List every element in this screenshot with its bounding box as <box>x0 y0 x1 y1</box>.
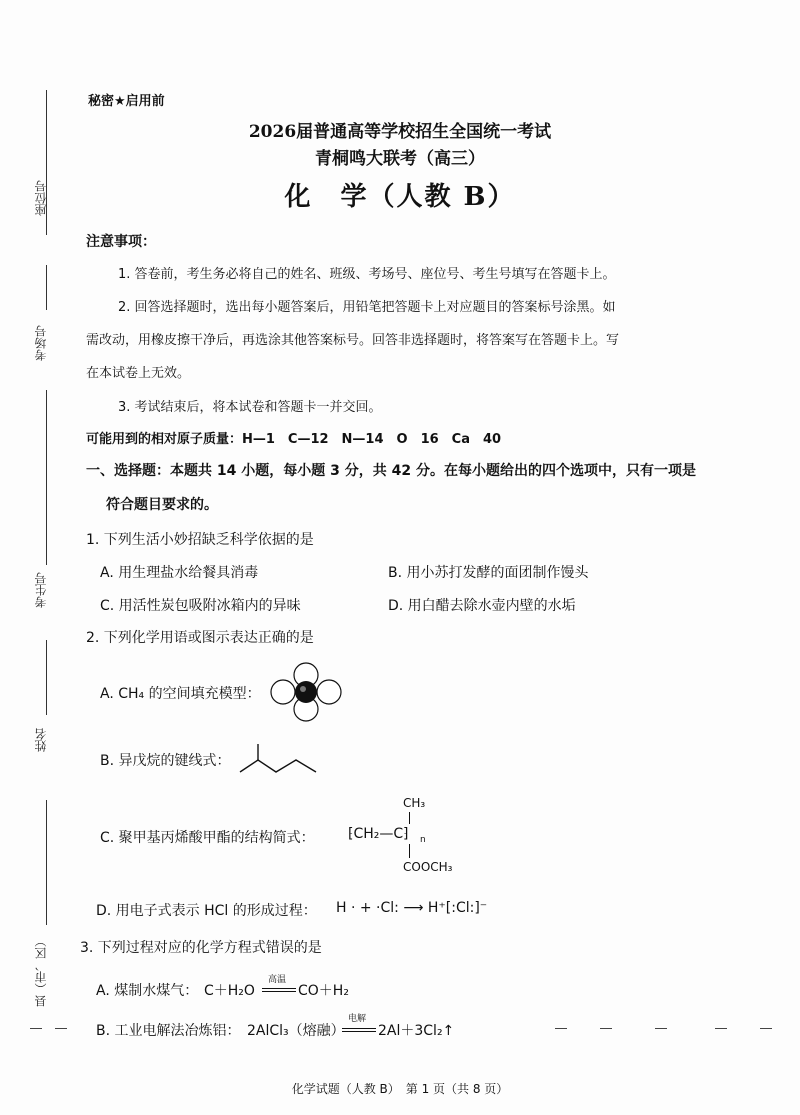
q3-a-condition: 高温 <box>268 975 287 985</box>
seat-label: 座位号 <box>34 180 48 216</box>
q2-option-a: A. CH₄ 的空间填充模型： <box>100 686 261 702</box>
section-heading-cont: 符合题目要求的。 <box>106 497 218 513</box>
pmma-repeat-n: n <box>420 835 426 845</box>
q3-a-products: CO＋H₂ <box>298 983 349 999</box>
hcl-electron-formula: H · + ·Cl: ⟶ H⁺[:Cl:]⁻ <box>336 900 488 916</box>
cut-line <box>715 1028 727 1029</box>
q1-option-a: A. 用生理盐水给餐具消毒 <box>100 565 259 581</box>
question-3-stem: 3. 下列过程对应的化学方程式错误的是 <box>80 940 322 956</box>
notes-heading: 注意事项： <box>86 234 156 250</box>
name-label: 姓名 <box>34 728 48 752</box>
secret-mark: 秘密★启用前 <box>88 94 165 109</box>
binding-line <box>46 390 47 565</box>
q3-b-condition: 电解 <box>348 1014 367 1024</box>
q3-option-a: A. 煤制水煤气： <box>96 983 199 999</box>
equals-sign <box>262 988 296 992</box>
question-1-stem: 1. 下列生活小妙招缺乏科学依据的是 <box>86 532 314 548</box>
bond-line <box>409 844 410 858</box>
county-label: 县（市、区） <box>34 935 48 1007</box>
page-footer: 化学试题（人教 B） 第 1 页（共 8 页） <box>291 1082 509 1096</box>
q1-option-b: B. 用小苏打发酵的面团制作馒头 <box>388 565 589 581</box>
exam-subtitle: 青桐鸣大联考（高三） <box>315 149 485 169</box>
q3-a-reactants: C＋H₂O <box>204 983 255 999</box>
note-item: 在本试卷上无效。 <box>86 366 191 381</box>
q2-option-b: B. 异戊烷的键线式： <box>100 753 231 769</box>
pmma-main-chain: ⁅CH₂—C⁆ <box>348 826 409 842</box>
isopentane-skeletal-formula <box>238 742 338 778</box>
section-heading: 一、选择题：本题共 14 小题，每小题 3 分，共 42 分。在每小题给出的四个选项中，只有一项是 <box>86 463 696 479</box>
note-item: 需改动，用橡皮擦干净后，再选涂其他答案标号。回答非选择题时，将答案写在答题卡上。写 <box>86 333 620 348</box>
question-2-stem: 2. 下列化学用语或图示表达正确的是 <box>86 630 314 646</box>
bond-line <box>409 812 410 824</box>
note-item: 2. 回答选择题时，选出每小题答案后，用铅笔把答题卡上对应题目的答案标号涂黑。如 <box>118 300 616 315</box>
cut-line <box>555 1028 567 1029</box>
cut-line <box>655 1028 667 1029</box>
exam-title: 2026届普通高等学校招生全国统一考试 <box>248 122 552 142</box>
cut-line <box>55 1028 67 1029</box>
q3-b-products: 2Al＋3Cl₂↑ <box>378 1023 455 1039</box>
cut-line <box>760 1028 772 1029</box>
ch4-space-filling-model <box>270 660 342 722</box>
q3-option-b: B. 工业电解法冶炼铝： <box>96 1023 241 1039</box>
equals-sign <box>342 1028 376 1032</box>
pmma-ester-group: COOCH₃ <box>403 860 453 874</box>
exam-no-label: 考生号 <box>34 572 48 608</box>
note-item: 1. 答卷前，考生务必将自己的姓名、班级、考场号、座位号、考生号填写在答题卡上。 <box>118 267 616 282</box>
exam-room-label: 考场号 <box>34 325 48 361</box>
note-item: 3. 考试结束后，将本试卷和答题卡一并交回。 <box>118 400 382 415</box>
cut-line <box>30 1028 42 1029</box>
atomic-mass-line: 可能用到的相对原子质量：H—1 C—12 N—14 O 16 Ca 40 <box>86 432 502 447</box>
q2-option-d: D. 用电子式表示 HCl 的形成过程： <box>96 903 317 919</box>
binding-line <box>46 640 47 715</box>
q3-b-reactants: 2AlCl₃（熔融） <box>247 1023 345 1039</box>
binding-line <box>46 265 47 310</box>
cut-line <box>600 1028 612 1029</box>
pmma-methyl-group: CH₃ <box>403 796 426 810</box>
q1-option-c: C. 用活性炭包吸附冰箱内的异味 <box>100 598 301 614</box>
subject-title: 化 学（人教 B） <box>284 182 516 212</box>
q1-option-d: D. 用白醋去除水壶内壁的水垢 <box>388 598 576 614</box>
q2-option-c: C. 聚甲基丙烯酸甲酯的结构简式： <box>100 830 315 846</box>
binding-line <box>46 800 47 925</box>
